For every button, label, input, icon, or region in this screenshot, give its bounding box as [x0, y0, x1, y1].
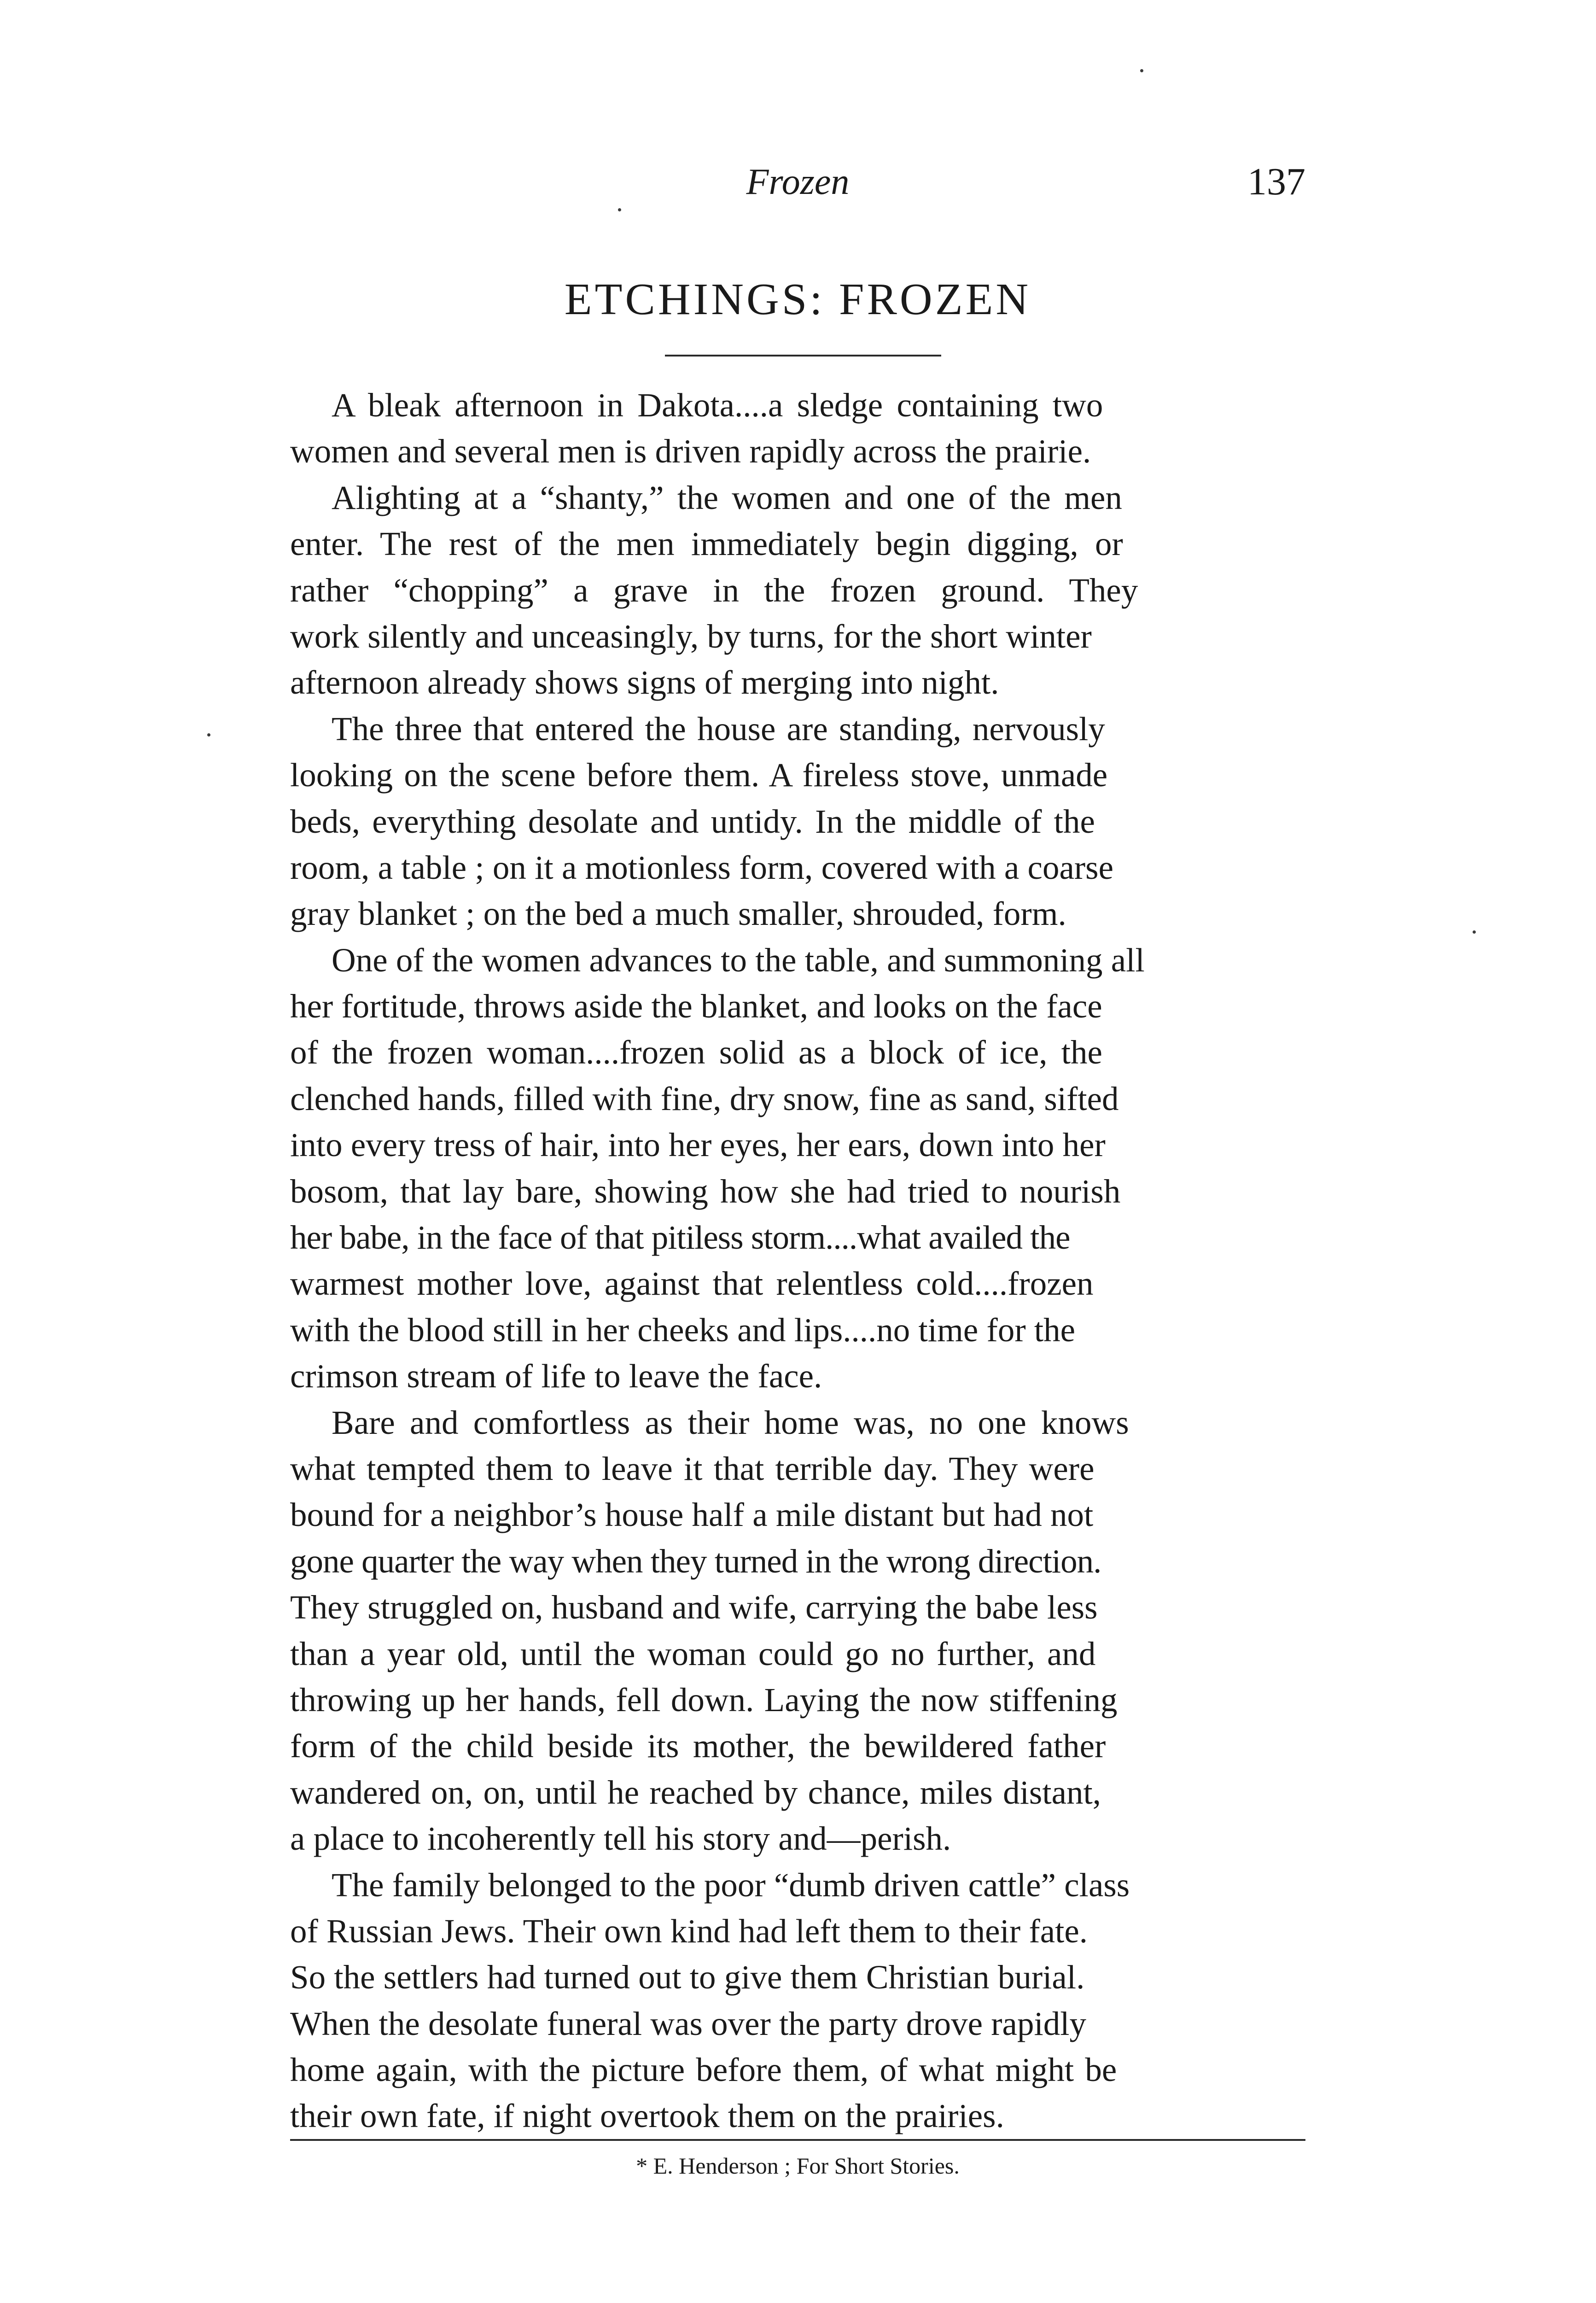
- chapter-title: ETCHINGS: FROZEN: [564, 275, 1031, 324]
- text-line: Alighting at a “shanty,” the women and one of the men: [332, 479, 1122, 516]
- text-line: than a year old, until the woman could go no further, and: [290, 1635, 1096, 1672]
- text-line: her fortitude, throws aside the blanket, and looks on the face: [290, 988, 1102, 1025]
- text-line: gray blanket ; on the bed a much smaller, shrouded, form.: [290, 895, 1066, 933]
- text-line: looking on the scene before them. A fireless stove, unmade: [290, 756, 1108, 794]
- footnote: * E. Henderson ; For Short Stories.: [636, 2153, 960, 2179]
- text-line: bosom, that lay bare, showing how she had tried to nourish: [290, 1172, 1121, 1210]
- text-line: her babe, in the face of that pitiless storm....what availed the: [290, 1219, 1070, 1257]
- text-line: They struggled on, husband and wife, carrying the babe less: [290, 1589, 1098, 1626]
- text-line: work silently and unceasingly, by turns, for the short winter: [290, 617, 1092, 655]
- text-line: Bare and comfortless as their home was, no one knows: [332, 1403, 1129, 1441]
- footnote-rule: [290, 2139, 1305, 2141]
- text-line: rather “chopping” a grave in the frozen ground. They: [290, 571, 1138, 609]
- text-line: their own fate, if night overtook them on the prairies.: [290, 2097, 1004, 2135]
- text-line: One of the women advances to the table, and summoning all: [332, 941, 1145, 979]
- text-line: The family belonged to the poor “dumb driven cattle” class: [332, 1866, 1130, 1904]
- text-line: crimson stream of life to leave the face.: [290, 1357, 822, 1395]
- text-line: into every tress of hair, into her eyes, her ears, down into her: [290, 1126, 1106, 1164]
- text-line: form of the child beside its mother, the bewildered father: [290, 1727, 1106, 1765]
- text-line: what tempted them to leave it that terrible day. They were: [290, 1450, 1095, 1487]
- text-line: of Russian Jews. Their own kind had left them to their fate.: [290, 1912, 1088, 1950]
- print-speck: [1140, 69, 1143, 72]
- text-line: beds, everything desolate and untidy. In the middle of the: [290, 802, 1095, 840]
- text-line: When the desolate funeral was over the party drove rapidly: [290, 2005, 1087, 2042]
- text-line: gone quarter the way when they turned in the wrong direction.: [290, 1542, 1101, 1580]
- text-line: clenched hands, filled with fine, dry snow, fine as sand, sifted: [290, 1080, 1119, 1117]
- page-number: 137: [1247, 160, 1305, 203]
- text-line: throwing up her hands, fell down. Laying the now stiffening: [290, 1681, 1118, 1718]
- text-line: enter. The rest of the men immediately begin digging, or: [290, 525, 1123, 563]
- text-line: wandered on, on, until he reached by chance, miles distant,: [290, 1773, 1101, 1811]
- text-line: warmest mother love, against that relentless cold....frozen: [290, 1265, 1094, 1303]
- running-head: [290, 152, 1305, 212]
- text-line: women and several men is driven rapidly across the prairie.: [290, 433, 1091, 470]
- title-rule: [665, 355, 941, 357]
- body-text: [290, 382, 1305, 2139]
- text-line: So the settlers had turned out to give them Christian burial.: [290, 1958, 1085, 1996]
- text-line: room, a table ; on it a motionless form, covered with a coarse: [290, 848, 1113, 886]
- text-line: The three that entered the house are standing, nervously: [332, 710, 1105, 748]
- print-speck: [207, 733, 210, 736]
- text-line: A bleak afternoon in Dakota....a sledge containing two: [332, 386, 1103, 424]
- text-line: of the frozen woman....frozen solid as a block of ice, the: [290, 1034, 1102, 1071]
- text-line: with the blood still in her cheeks and lips....no time for the: [290, 1311, 1076, 1349]
- text-line: bound for a neighbor’s house half a mile distant but had not: [290, 1496, 1094, 1534]
- print-speck: [1473, 930, 1476, 934]
- running-title: Frozen: [746, 162, 850, 202]
- text-line: afternoon already shows signs of merging into night.: [290, 664, 999, 701]
- text-line: a place to incoherently tell his story and—perish.: [290, 1820, 951, 1858]
- text-line: home again, with the picture before them, of what might be: [290, 2051, 1117, 2089]
